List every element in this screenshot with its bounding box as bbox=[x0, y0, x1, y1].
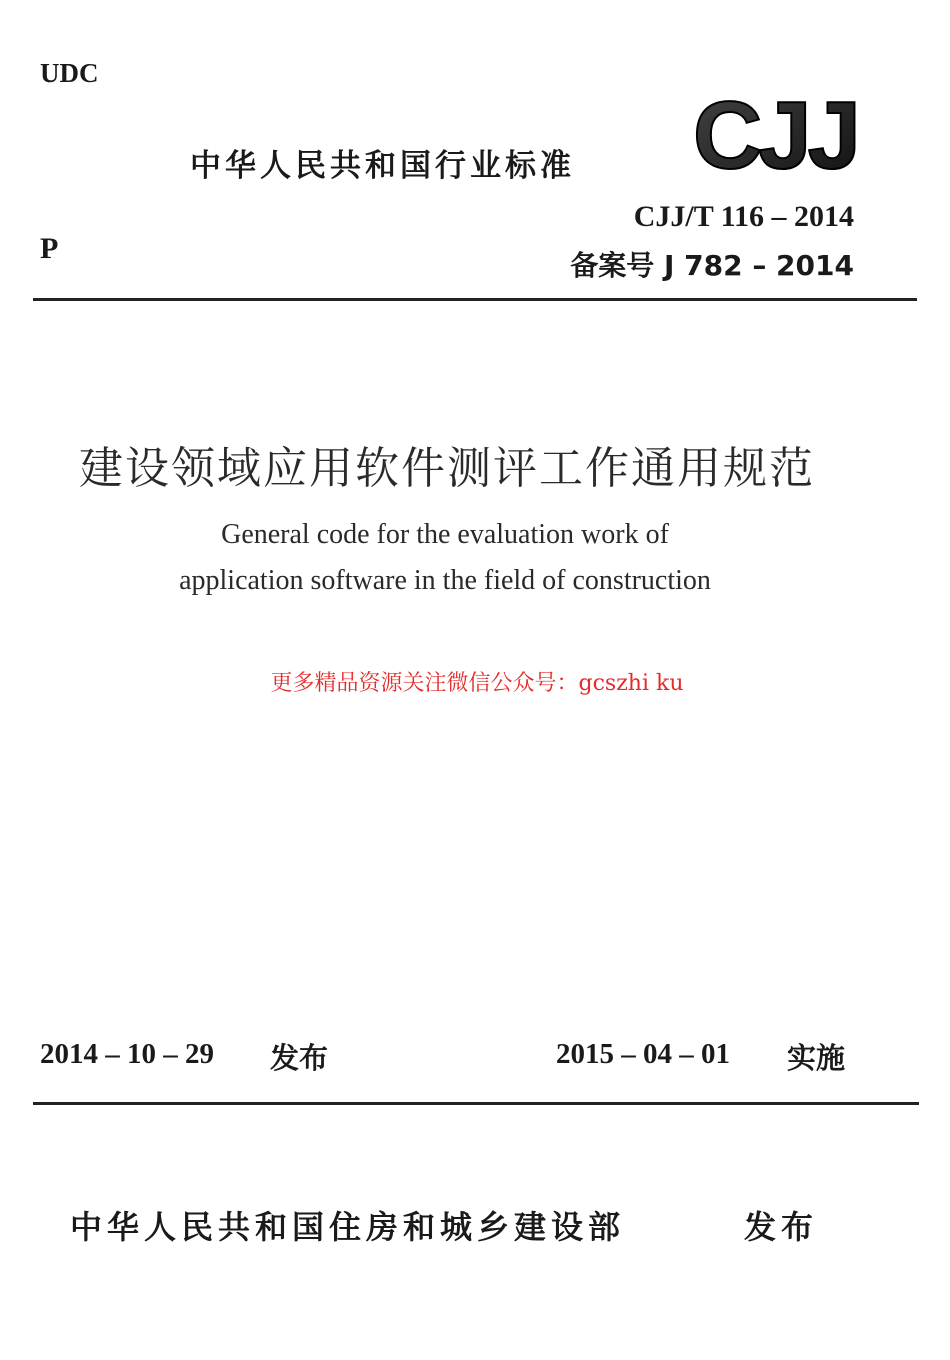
watermark-text: 更多精品资源关注微信公众号：gcszhi ku bbox=[270, 671, 684, 696]
record-number: 备案号 J 782 – 2014 bbox=[570, 249, 854, 282]
cjj-logo-text: CJJ bbox=[692, 92, 858, 178]
cjj-logo bbox=[690, 92, 860, 178]
standard-number: CJJ/T 116 – 2014 bbox=[633, 200, 854, 233]
implementation-date: 2015 – 04 – 01 bbox=[556, 1038, 730, 1070]
publisher-name: 中华人民共和国住房和城乡建设部 bbox=[70, 1208, 626, 1246]
industry-standard-heading: 中华人民共和国行业标准 bbox=[190, 148, 575, 184]
udc-label: UDC bbox=[40, 58, 99, 88]
category-label: P bbox=[40, 232, 59, 265]
title-english-line1: General code for the evaluation work of bbox=[221, 519, 669, 550]
publish-label: 发布 bbox=[744, 1208, 819, 1246]
title-english-line2: application software in the field of construction bbox=[179, 565, 711, 596]
top-divider bbox=[33, 298, 917, 301]
title-english bbox=[0, 512, 890, 604]
bottom-divider bbox=[33, 1102, 919, 1105]
issue-label: 发布 bbox=[270, 1041, 329, 1075]
implementation-label: 实施 bbox=[787, 1041, 846, 1075]
issue-date: 2014 – 10 – 29 bbox=[40, 1038, 214, 1070]
title-chinese: 建设领域应用软件测评工作通用规范 bbox=[79, 443, 815, 494]
